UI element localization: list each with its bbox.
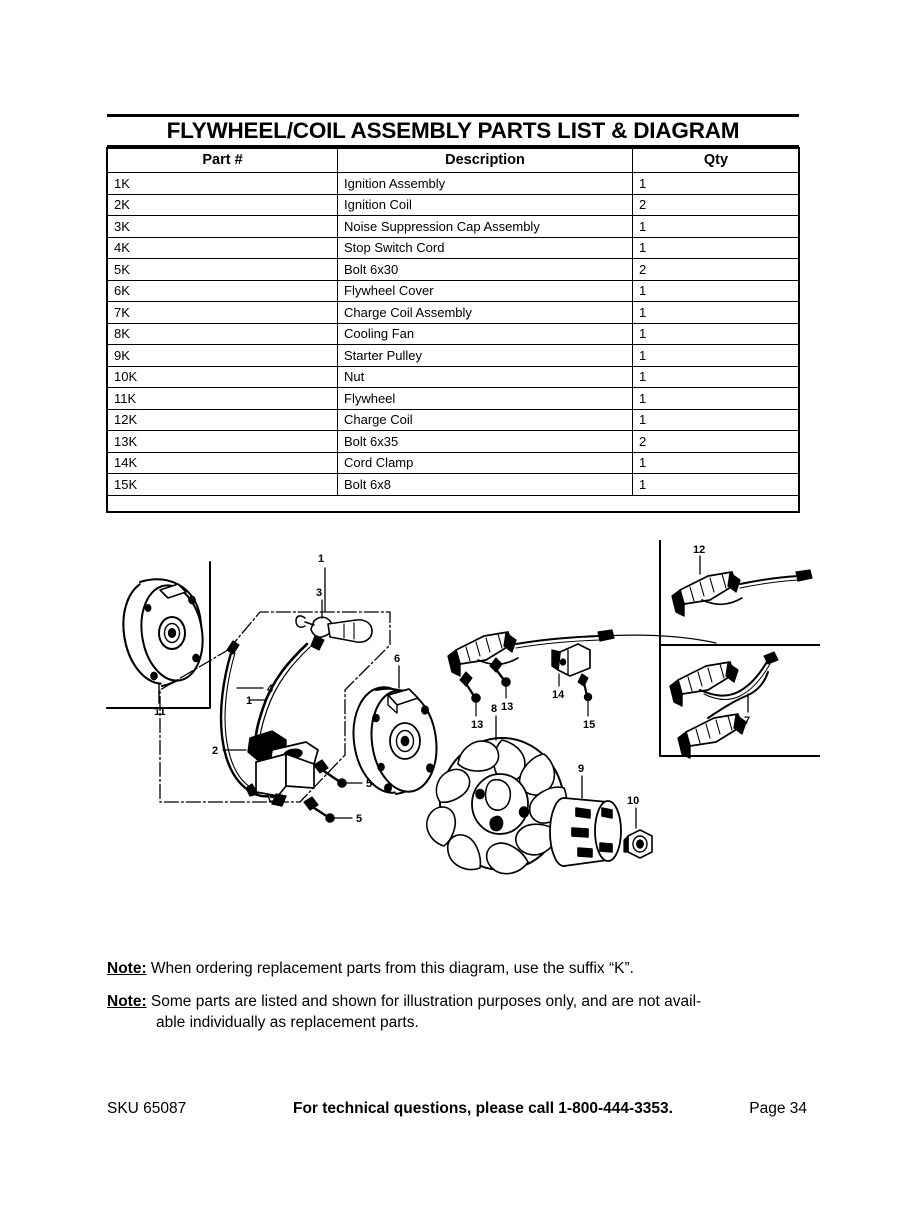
cell-description: Cooling Fan [338,323,633,345]
note-2 [107,991,807,1033]
table-row [108,474,800,496]
cell-description: Flywheel [338,388,633,410]
cell-qty: 1 [633,302,800,324]
callout-15: 15 [583,719,596,731]
cell-qty: 1 [633,345,800,367]
noise-suppression-cap-part-3 [296,600,372,650]
cell-part-number: 5K [108,259,338,281]
bolt-part-13-left [460,672,480,716]
column-header-description: Description [338,149,633,173]
cell-description: Bolt 6x8 [338,474,633,496]
page-number: Page 34 [749,1100,807,1117]
callout-10: 10 [627,795,640,807]
inset-charge-coil-12 [672,556,812,616]
cell-description: Nut [338,366,633,388]
table-row [108,173,800,195]
table-row [108,388,800,410]
title-rule-bottom [107,145,799,147]
page-title: FLYWHEEL/COIL ASSEMBLY PARTS LIST & DIAGRAM [166,118,740,143]
plug-wire [256,644,310,745]
table-row [108,323,800,345]
cell-part-number: 2K [108,194,338,216]
cell-description: Charge Coil [338,409,633,431]
callout-6: 6 [394,653,401,665]
note-1-label: Note: [107,960,147,977]
callout-5-lower: 5 [356,813,363,825]
callout-12: 12 [693,544,706,556]
cell-qty: 1 [633,173,800,195]
table-header [108,149,800,173]
cell-part-number: 9K [108,345,338,367]
note-2-text-continued: able individually as replacement parts. [156,1014,419,1031]
callout-11: 11 [154,706,166,718]
inset-charge-coil-assembly-7 [670,652,778,758]
cell-description: Bolt 6x35 [338,431,633,453]
flywheel-cover-part-6 [347,666,443,797]
nut-part-10 [624,808,652,858]
callout-1-coil: 1 [246,695,253,707]
cell-qty: 1 [633,237,800,259]
sku-number: SKU 65087 [107,1100,187,1117]
callout-3: 3 [316,587,323,599]
flywheel-part-11 [116,575,209,703]
callout-8: 8 [491,703,498,715]
cell-part-number: 4K [108,237,338,259]
cell-part-number: 12K [108,409,338,431]
callout-9: 9 [578,763,585,775]
cell-part-number: 6K [108,280,338,302]
cell-qty: 1 [633,452,800,474]
table-row [108,366,800,388]
note-2-label: Note: [107,993,147,1010]
cell-part-number: 1K [108,173,338,195]
note-2-text: Some parts are listed and shown for illustration purposes only, and are not avail- [150,993,702,1010]
table-row [108,345,800,367]
callout-2: 2 [212,745,219,757]
table-row [108,431,800,453]
cell-description: Charge Coil Assembly [338,302,633,324]
note-1 [107,958,807,979]
parts-list-table [107,148,800,496]
cell-description: Bolt 6x30 [338,259,633,281]
cell-qty: 1 [633,366,800,388]
page-footer [107,1100,807,1118]
bolt-part-5-lower [304,797,352,822]
callout-13-right: 13 [501,701,514,713]
bolt-part-5-upper [314,760,362,787]
callout-14: 14 [552,689,565,701]
table-row [108,194,800,216]
column-header-part: Part # [108,149,338,173]
callout-5-upper: 5 [366,778,373,790]
table-row [108,237,800,259]
table-row [108,280,800,302]
cell-description: Ignition Assembly [338,173,633,195]
page-title-block [107,114,799,147]
cell-qty: 1 [633,216,800,238]
cell-qty: 1 [633,323,800,345]
bolt-part-13-right [490,658,510,698]
cell-part-number: 8K [108,323,338,345]
table-row [108,259,800,281]
technical-support-line: For technical questions, please call 1-800-444-3353. [293,1100,673,1117]
cell-description: Stop Switch Cord [338,237,633,259]
table-body [108,173,800,496]
table-row [108,409,800,431]
cell-description: Noise Suppression Cap Assembly [338,216,633,238]
cell-part-number: 11K [108,388,338,410]
cell-qty: 2 [633,431,800,453]
callout-4: 4 [267,683,274,695]
cell-qty: 1 [633,280,800,302]
cell-qty: 1 [633,474,800,496]
table-header-row [108,149,800,173]
cell-description: Flywheel Cover [338,280,633,302]
table-row [108,452,800,474]
cell-qty: 2 [633,259,800,281]
cell-description: Cord Clamp [338,452,633,474]
cell-part-number: 10K [108,366,338,388]
callout-7: 7 [744,715,751,727]
cell-qty: 1 [633,409,800,431]
cell-description: Ignition Coil [338,194,633,216]
cell-qty: 1 [633,388,800,410]
note-1-text: When ordering replacement parts from this diagram, use the suffix “K”. [150,960,634,977]
notes-section [107,958,807,1045]
cell-part-number: 15K [108,474,338,496]
callout-13-left: 13 [471,719,484,731]
bolt-part-15 [578,674,591,716]
exploded-parts-diagram [100,540,820,890]
cell-part-number: 14K [108,452,338,474]
cell-part-number: 13K [108,431,338,453]
table-row [108,302,800,324]
cell-part-number: 7K [108,302,338,324]
column-header-qty: Qty [633,149,800,173]
callout-1-top: 1 [318,553,325,565]
table-row [108,216,800,238]
cell-description: Starter Pulley [338,345,633,367]
cell-qty: 2 [633,194,800,216]
cell-part-number: 3K [108,216,338,238]
cooling-fan-part-8 [427,716,566,874]
